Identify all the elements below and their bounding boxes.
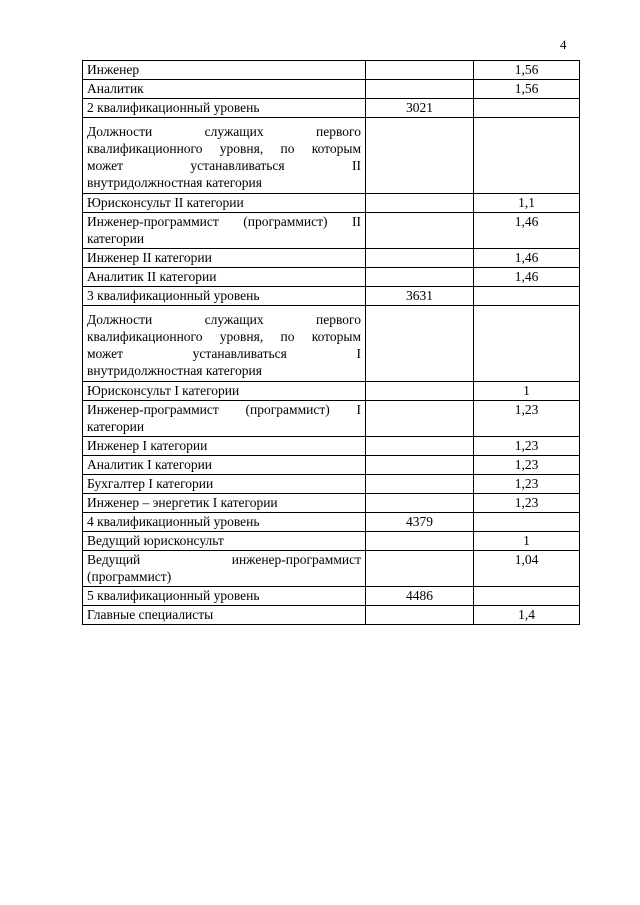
table-row <box>83 306 580 382</box>
table-row <box>83 587 580 606</box>
group-code <box>366 606 474 625</box>
qualification-table <box>82 60 580 625</box>
coefficient: 1 <box>474 382 580 401</box>
coefficient: 1,4 <box>474 606 580 625</box>
coefficient: 1,04 <box>474 551 580 587</box>
group-code: 4379 <box>366 513 474 532</box>
group-code <box>366 268 474 287</box>
group-code <box>366 118 474 194</box>
group-code: 3631 <box>366 287 474 306</box>
coefficient: 1,23 <box>474 401 580 437</box>
position-name: Юрисконсульт I категории <box>83 382 366 401</box>
coefficient: 1,56 <box>474 61 580 80</box>
level-name: 2 квалификационный уровень <box>83 99 366 118</box>
level-name: 5 квалификационный уровень <box>83 587 366 606</box>
description-line: внутридолжностная категория <box>87 175 262 190</box>
table-row <box>83 532 580 551</box>
position-name-line: Инженер-программист (программист) I <box>87 402 361 417</box>
coefficient: 1,23 <box>474 494 580 513</box>
table-row <box>83 494 580 513</box>
coefficient <box>474 587 580 606</box>
group-code <box>366 213 474 249</box>
group-code <box>366 437 474 456</box>
coefficient: 1,46 <box>474 213 580 249</box>
position-name: Юрисконсульт II категории <box>83 194 366 213</box>
group-code <box>366 456 474 475</box>
group-code <box>366 194 474 213</box>
position-name-line: (программист) <box>87 569 172 584</box>
coefficient: 1,23 <box>474 475 580 494</box>
table-row <box>83 61 580 80</box>
position-name: Аналитик <box>83 80 366 99</box>
category-description <box>83 118 366 194</box>
table-row <box>83 551 580 587</box>
table-row <box>83 99 580 118</box>
position-name: Аналитик II категории <box>83 268 366 287</box>
position-name: Инженер – энергетик I категории <box>83 494 366 513</box>
coefficient: 1,46 <box>474 268 580 287</box>
table-row <box>83 475 580 494</box>
table-row <box>83 249 580 268</box>
position-name: Инженер II категории <box>83 249 366 268</box>
group-code <box>366 475 474 494</box>
group-code <box>366 401 474 437</box>
description-line: квалификационного уровня, по которым <box>87 329 361 344</box>
category-description <box>83 306 366 382</box>
group-code <box>366 551 474 587</box>
description-line: может устанавливаться I <box>87 346 361 361</box>
level-name: 3 квалификационный уровень <box>83 287 366 306</box>
table-row <box>83 80 580 99</box>
coefficient <box>474 118 580 194</box>
position-name: Ведущий юрисконсульт <box>83 532 366 551</box>
table-row <box>83 268 580 287</box>
table-row <box>83 213 580 249</box>
position-name: Аналитик I категории <box>83 456 366 475</box>
description-line: внутридолжностная категория <box>87 363 262 378</box>
position-name <box>83 401 366 437</box>
description-line: Должности служащих первого <box>87 312 361 327</box>
coefficient <box>474 287 580 306</box>
coefficient: 1,46 <box>474 249 580 268</box>
description-line: квалификационного уровня, по которым <box>87 141 361 156</box>
table-row <box>83 118 580 194</box>
position-name: Главные специалисты <box>83 606 366 625</box>
coefficient: 1,56 <box>474 80 580 99</box>
level-name: 4 квалификационный уровень <box>83 513 366 532</box>
table-row <box>83 401 580 437</box>
group-code <box>366 494 474 513</box>
position-name-line: категории <box>87 231 145 246</box>
description-line: может устанавливаться II <box>87 158 361 173</box>
position-name-line: категории <box>87 419 145 434</box>
table-row <box>83 287 580 306</box>
coefficient: 1,23 <box>474 437 580 456</box>
table-row <box>83 194 580 213</box>
table-row <box>83 606 580 625</box>
position-name <box>83 213 366 249</box>
coefficient <box>474 99 580 118</box>
page-number: 4 <box>560 37 567 52</box>
group-code <box>366 80 474 99</box>
table-row <box>83 456 580 475</box>
position-name-line: Инженер-программист (программист) II <box>87 214 361 229</box>
coefficient: 1 <box>474 532 580 551</box>
coefficient: 1,23 <box>474 456 580 475</box>
coefficient <box>474 513 580 532</box>
position-name <box>83 551 366 587</box>
coefficient: 1,1 <box>474 194 580 213</box>
position-name-line: Ведущий инженер-программист <box>87 552 361 567</box>
table-row <box>83 437 580 456</box>
group-code <box>366 61 474 80</box>
position-name: Инженер I категории <box>83 437 366 456</box>
table-row <box>83 513 580 532</box>
group-code <box>366 249 474 268</box>
group-code: 4486 <box>366 587 474 606</box>
position-name: Бухгалтер I категории <box>83 475 366 494</box>
group-code <box>366 532 474 551</box>
table-row <box>83 382 580 401</box>
group-code: 3021 <box>366 99 474 118</box>
description-line: Должности служащих первого <box>87 124 361 139</box>
position-name: Инженер <box>83 61 366 80</box>
group-code <box>366 382 474 401</box>
group-code <box>366 306 474 382</box>
coefficient <box>474 306 580 382</box>
